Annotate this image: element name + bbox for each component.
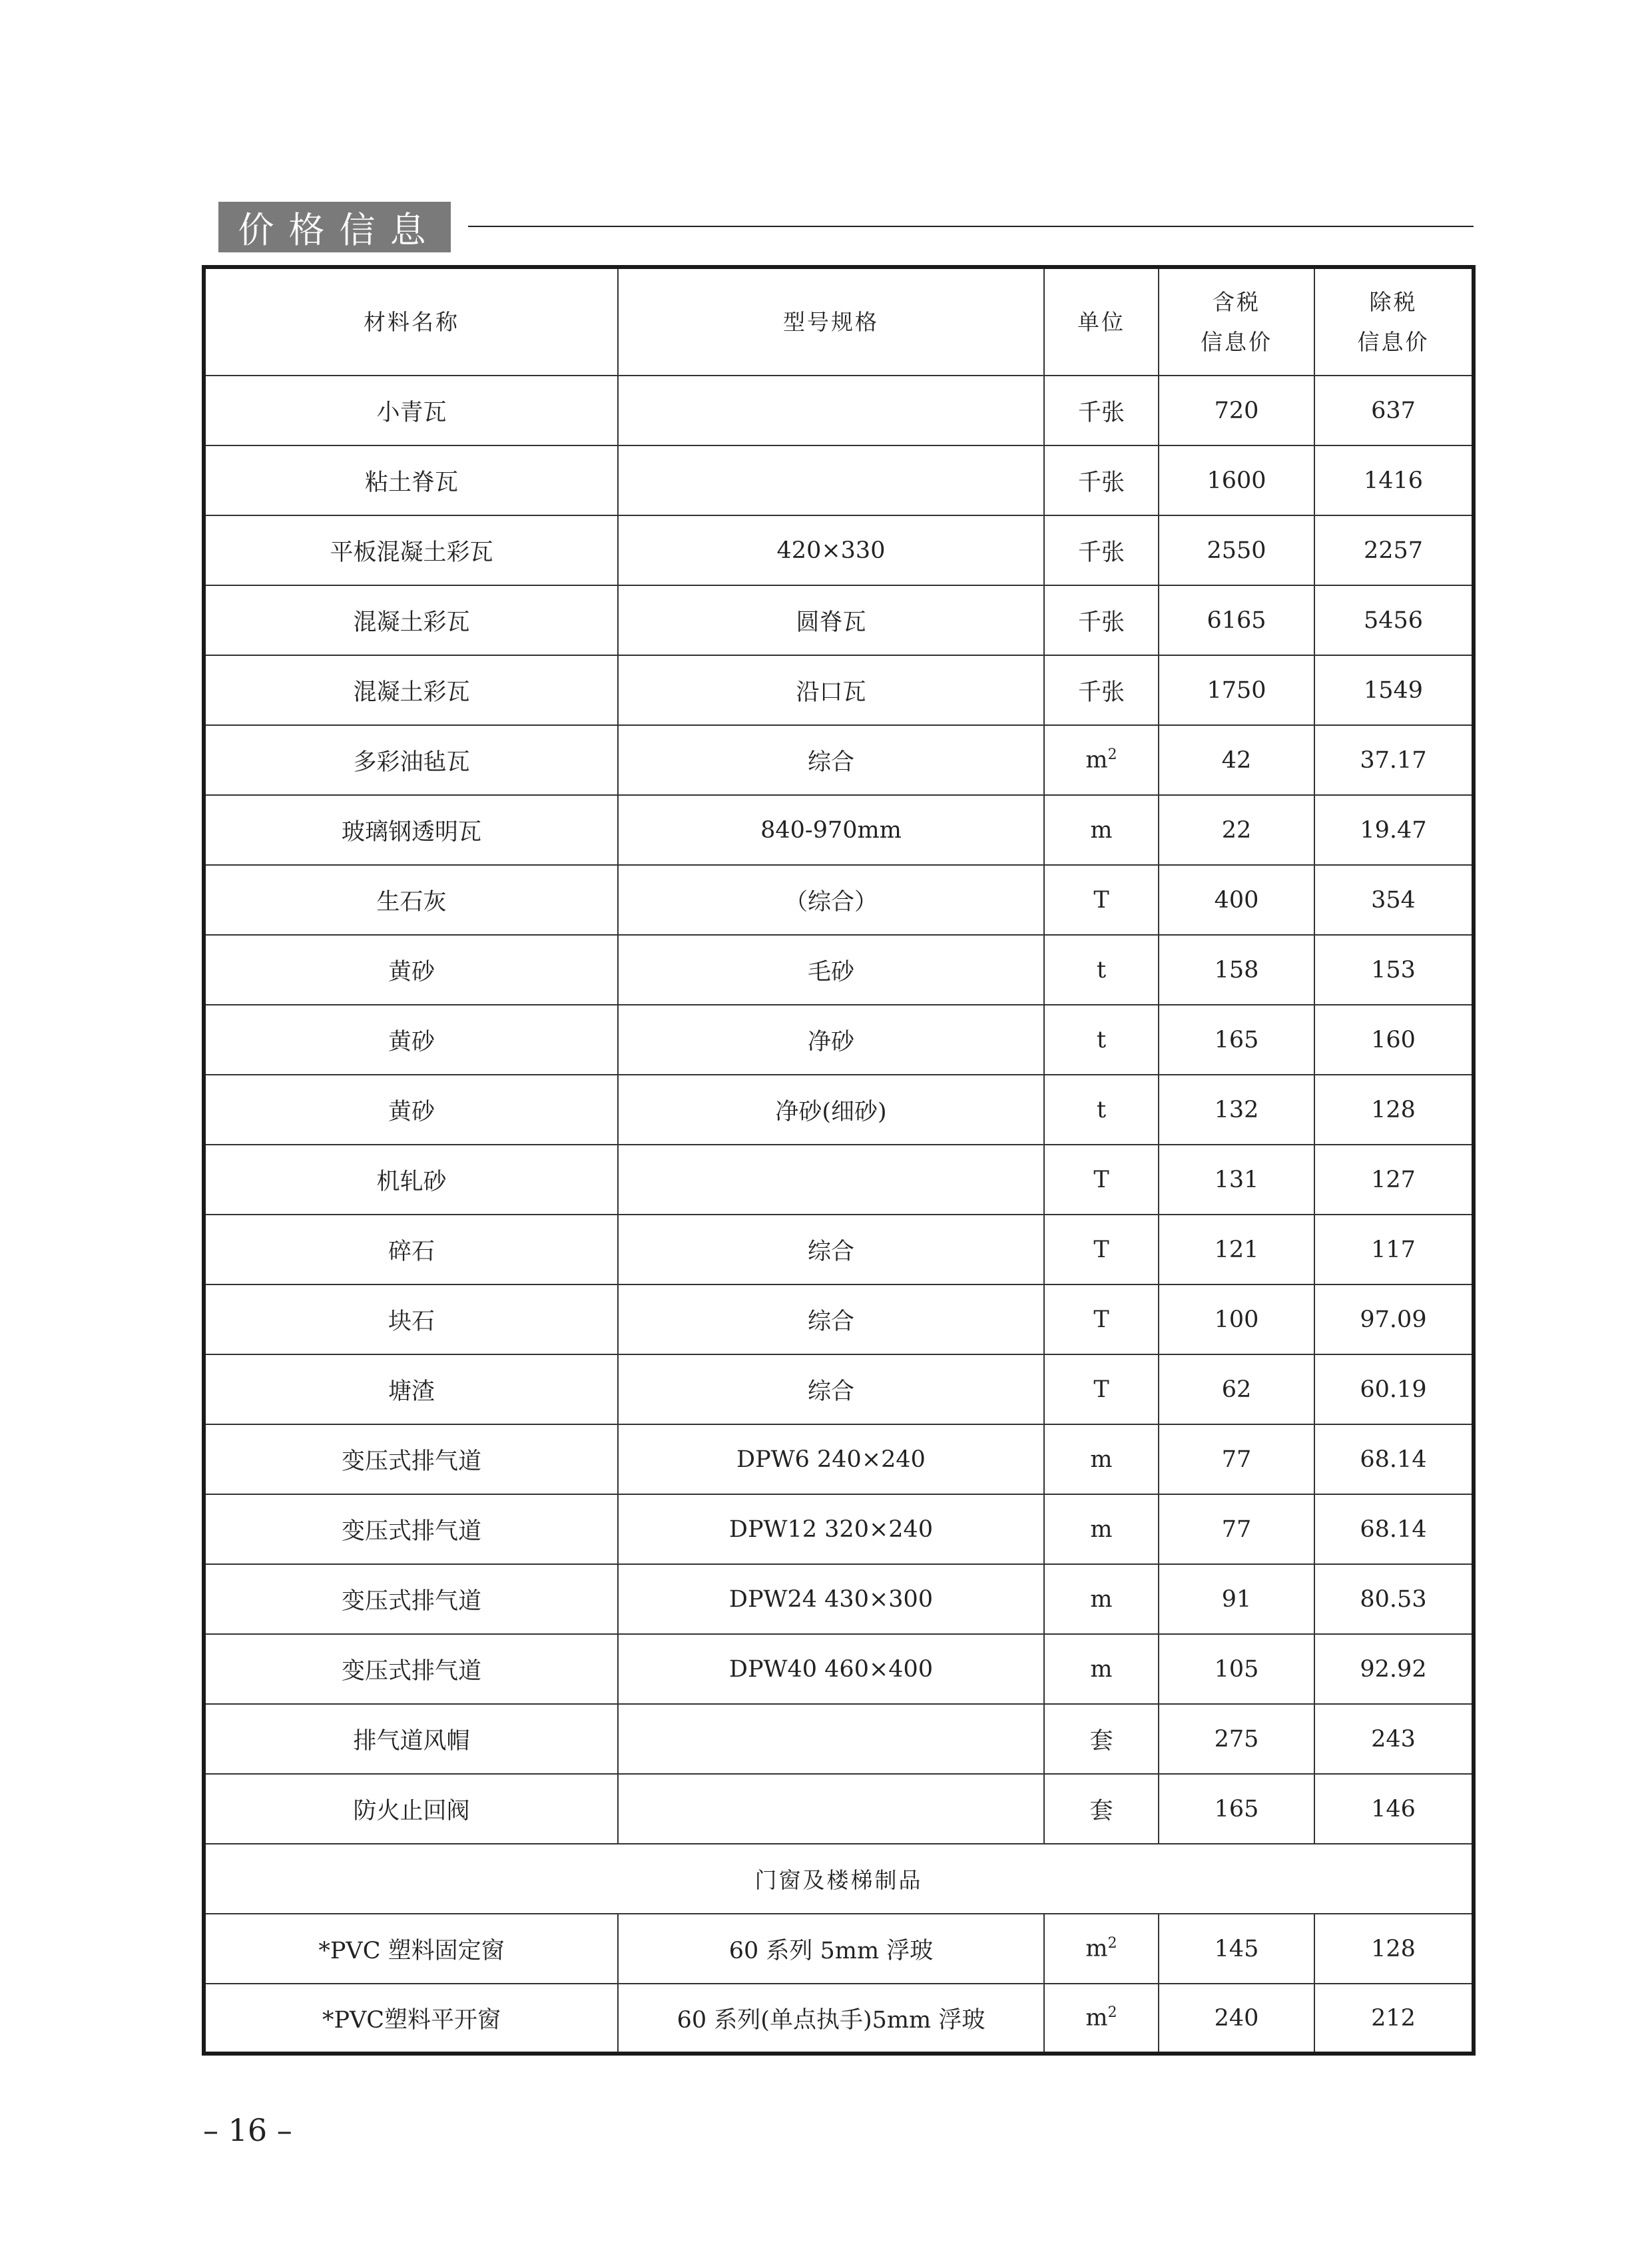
cell-tax-incl: 1600	[1159, 445, 1314, 515]
cell-unit	[1044, 1634, 1159, 1704]
table-row	[204, 655, 1474, 725]
cell-unit	[1044, 1005, 1159, 1075]
cell-tax-incl: 1750	[1159, 655, 1314, 725]
table-row	[204, 935, 1474, 1005]
cell-tax-excl: 146	[1314, 1774, 1474, 1844]
unit-text: 千张	[1077, 469, 1125, 496]
cell-name: *PVC塑料平开窗	[204, 1984, 618, 2054]
cell-tax-incl: 131	[1159, 1145, 1314, 1215]
header-name: 材料名称	[204, 267, 618, 376]
cell-spec	[618, 1145, 1044, 1215]
cell-tax-incl: 165	[1159, 1005, 1314, 1075]
cell-tax-excl: 60.19	[1314, 1354, 1474, 1424]
unit-text: T	[1093, 1236, 1109, 1263]
cell-unit	[1044, 1284, 1159, 1354]
unit-text: t	[1096, 1026, 1107, 1053]
unit-superscript: 2	[1107, 2004, 1117, 2022]
cell-spec: 420×330	[618, 515, 1044, 585]
cell-spec	[618, 1774, 1044, 1844]
cell-name: 变压式排气道	[204, 1494, 618, 1564]
table-row	[204, 1914, 1474, 1984]
table-row	[204, 1564, 1474, 1634]
cell-tax-incl: 91	[1159, 1564, 1314, 1634]
cell-name: 小青瓦	[204, 376, 618, 445]
cell-spec: 60 系列(单点执手)5mm 浮玻	[618, 1984, 1044, 2054]
cell-name: 防火止回阀	[204, 1774, 618, 1844]
cell-name: *PVC 塑料固定窗	[204, 1914, 618, 1984]
cell-name: 变压式排气道	[204, 1564, 618, 1634]
cell-name: 平板混凝土彩瓦	[204, 515, 618, 585]
cell-tax-excl: 80.53	[1314, 1564, 1474, 1634]
cell-unit	[1044, 445, 1159, 515]
unit-text: 千张	[1077, 539, 1125, 566]
cell-tax-excl: 68.14	[1314, 1494, 1474, 1564]
table-row	[204, 585, 1474, 655]
section-title: 价格信息	[218, 202, 451, 252]
unit-text: 千张	[1077, 609, 1125, 636]
cell-tax-incl: 158	[1159, 935, 1314, 1005]
header-spec: 型号规格	[618, 267, 1044, 376]
cell-name: 混凝土彩瓦	[204, 585, 618, 655]
cell-name: 多彩油毡瓦	[204, 725, 618, 795]
unit-text: 套	[1089, 1797, 1113, 1825]
cell-spec: 840-970mm	[618, 795, 1044, 865]
header-rule	[468, 226, 1474, 227]
cell-spec: 圆脊瓦	[618, 585, 1044, 655]
table-row	[204, 1704, 1474, 1774]
cell-unit	[1044, 1984, 1159, 2054]
unit-text: m	[1090, 816, 1113, 844]
cell-unit	[1044, 655, 1159, 725]
cell-tax-incl: 42	[1159, 725, 1314, 795]
cell-tax-incl: 6165	[1159, 585, 1314, 655]
cell-spec: DPW40 460×400	[618, 1634, 1044, 1704]
cell-tax-incl: 100	[1159, 1284, 1314, 1354]
unit-text: m	[1090, 1516, 1113, 1543]
unit-superscript: 2	[1107, 746, 1117, 764]
cell-spec: DPW6 240×240	[618, 1424, 1044, 1494]
table-row	[204, 795, 1474, 865]
table-row	[204, 725, 1474, 795]
cell-tax-excl: 37.17	[1314, 725, 1474, 795]
cell-spec: 净砂	[618, 1005, 1044, 1075]
section-row	[204, 1844, 1474, 1914]
unit-text: t	[1096, 956, 1107, 984]
table-row	[204, 1494, 1474, 1564]
table-row	[204, 1005, 1474, 1075]
cell-spec	[618, 376, 1044, 445]
page-number: – 16 –	[203, 2112, 292, 2148]
cell-tax-excl: 2257	[1314, 515, 1474, 585]
cell-name: 排气道风帽	[204, 1704, 618, 1774]
unit-text: T	[1093, 1306, 1109, 1333]
cell-unit	[1044, 1145, 1159, 1215]
cell-unit	[1044, 1704, 1159, 1774]
unit-text: T	[1093, 1376, 1109, 1403]
cell-tax-incl: 22	[1159, 795, 1314, 865]
cell-unit	[1044, 1354, 1159, 1424]
unit-text: m	[1085, 1935, 1108, 1962]
table-row	[204, 445, 1474, 515]
unit-text: t	[1096, 1096, 1107, 1123]
unit-text: m	[1090, 1655, 1113, 1683]
unit-text: m	[1090, 1446, 1113, 1473]
price-table	[202, 265, 1476, 2056]
table-row	[204, 1145, 1474, 1215]
cell-name: 黄砂	[204, 1075, 618, 1145]
cell-name: 黄砂	[204, 935, 618, 1005]
cell-unit	[1044, 1774, 1159, 1844]
cell-name: 塘渣	[204, 1354, 618, 1424]
unit-superscript: 2	[1107, 1935, 1117, 1952]
cell-unit	[1044, 1215, 1159, 1284]
cell-unit	[1044, 725, 1159, 795]
cell-tax-excl: 128	[1314, 1914, 1474, 1984]
cell-tax-incl: 400	[1159, 865, 1314, 935]
cell-tax-incl: 145	[1159, 1914, 1314, 1984]
cell-name: 碎石	[204, 1215, 618, 1284]
cell-unit	[1044, 376, 1159, 445]
table-row	[204, 1774, 1474, 1844]
cell-tax-excl: 637	[1314, 376, 1474, 445]
cell-tax-incl: 121	[1159, 1215, 1314, 1284]
cell-tax-excl: 127	[1314, 1145, 1474, 1215]
cell-spec	[618, 1704, 1044, 1774]
unit-text: 千张	[1077, 679, 1125, 706]
table-row	[204, 1354, 1474, 1424]
cell-name: 变压式排气道	[204, 1634, 618, 1704]
table-row	[204, 865, 1474, 935]
cell-tax-incl: 720	[1159, 376, 1314, 445]
section-label: 门窗及楼梯制品	[204, 1844, 1474, 1914]
cell-tax-incl: 165	[1159, 1774, 1314, 1844]
cell-unit	[1044, 1914, 1159, 1984]
cell-tax-excl: 92.92	[1314, 1634, 1474, 1704]
header-tax-excl: 除税 信息价	[1314, 267, 1474, 376]
cell-unit	[1044, 585, 1159, 655]
cell-name: 生石灰	[204, 865, 618, 935]
unit-text: 套	[1089, 1727, 1113, 1755]
cell-tax-incl: 77	[1159, 1494, 1314, 1564]
cell-tax-excl: 153	[1314, 935, 1474, 1005]
cell-tax-excl: 1416	[1314, 445, 1474, 515]
cell-spec: 净砂(细砂)	[618, 1075, 1044, 1145]
cell-unit	[1044, 865, 1159, 935]
header-unit: 单位	[1044, 267, 1159, 376]
cell-unit	[1044, 1494, 1159, 1564]
cell-unit	[1044, 935, 1159, 1005]
cell-name: 机轧砂	[204, 1145, 618, 1215]
cell-tax-excl: 19.47	[1314, 795, 1474, 865]
cell-tax-excl: 128	[1314, 1075, 1474, 1145]
cell-name: 混凝土彩瓦	[204, 655, 618, 725]
cell-spec: DPW24 430×300	[618, 1564, 1044, 1634]
cell-spec: DPW12 320×240	[618, 1494, 1044, 1564]
cell-spec: 综合	[618, 725, 1044, 795]
cell-tax-excl: 68.14	[1314, 1424, 1474, 1494]
cell-spec: 综合	[618, 1354, 1044, 1424]
cell-tax-incl: 62	[1159, 1354, 1314, 1424]
cell-unit	[1044, 515, 1159, 585]
cell-tax-incl: 132	[1159, 1075, 1314, 1145]
unit-text: m	[1085, 746, 1108, 774]
cell-spec: 毛砂	[618, 935, 1044, 1005]
cell-unit	[1044, 795, 1159, 865]
unit-text: m	[1085, 2004, 1108, 2032]
table-header-row	[204, 267, 1474, 376]
cell-tax-excl: 1549	[1314, 655, 1474, 725]
cell-tax-incl: 240	[1159, 1984, 1314, 2054]
table-row	[204, 515, 1474, 585]
cell-tax-excl: 97.09	[1314, 1284, 1474, 1354]
cell-unit	[1044, 1424, 1159, 1494]
table-row	[204, 376, 1474, 445]
cell-name: 黄砂	[204, 1005, 618, 1075]
cell-tax-excl: 212	[1314, 1984, 1474, 2054]
cell-spec: 60 系列 5mm 浮玻	[618, 1914, 1044, 1984]
cell-spec: 沿口瓦	[618, 655, 1044, 725]
table-row	[204, 1634, 1474, 1704]
cell-spec	[618, 445, 1044, 515]
cell-name: 粘土脊瓦	[204, 445, 618, 515]
cell-name: 玻璃钢透明瓦	[204, 795, 618, 865]
cell-spec: 综合	[618, 1215, 1044, 1284]
table-row	[204, 1215, 1474, 1284]
cell-tax-excl: 160	[1314, 1005, 1474, 1075]
cell-name: 变压式排气道	[204, 1424, 618, 1494]
unit-text: 千张	[1077, 399, 1125, 426]
table-row	[204, 1424, 1474, 1494]
cell-spec: 综合	[618, 1284, 1044, 1354]
table-row	[204, 1075, 1474, 1145]
cell-unit	[1044, 1075, 1159, 1145]
table-row	[204, 1984, 1474, 2054]
cell-tax-incl: 105	[1159, 1634, 1314, 1704]
table-row	[204, 1284, 1474, 1354]
cell-unit	[1044, 1564, 1159, 1634]
unit-text: m	[1090, 1585, 1113, 1613]
header-tax-incl: 含税 信息价	[1159, 267, 1314, 376]
cell-tax-excl: 354	[1314, 865, 1474, 935]
cell-tax-incl: 77	[1159, 1424, 1314, 1494]
cell-name: 块石	[204, 1284, 618, 1354]
cell-spec: （综合）	[618, 865, 1044, 935]
cell-tax-excl: 243	[1314, 1704, 1474, 1774]
unit-text: T	[1093, 1166, 1109, 1193]
cell-tax-excl: 5456	[1314, 585, 1474, 655]
cell-tax-excl: 117	[1314, 1215, 1474, 1284]
unit-text: T	[1093, 886, 1109, 914]
cell-tax-incl: 275	[1159, 1704, 1314, 1774]
cell-tax-incl: 2550	[1159, 515, 1314, 585]
